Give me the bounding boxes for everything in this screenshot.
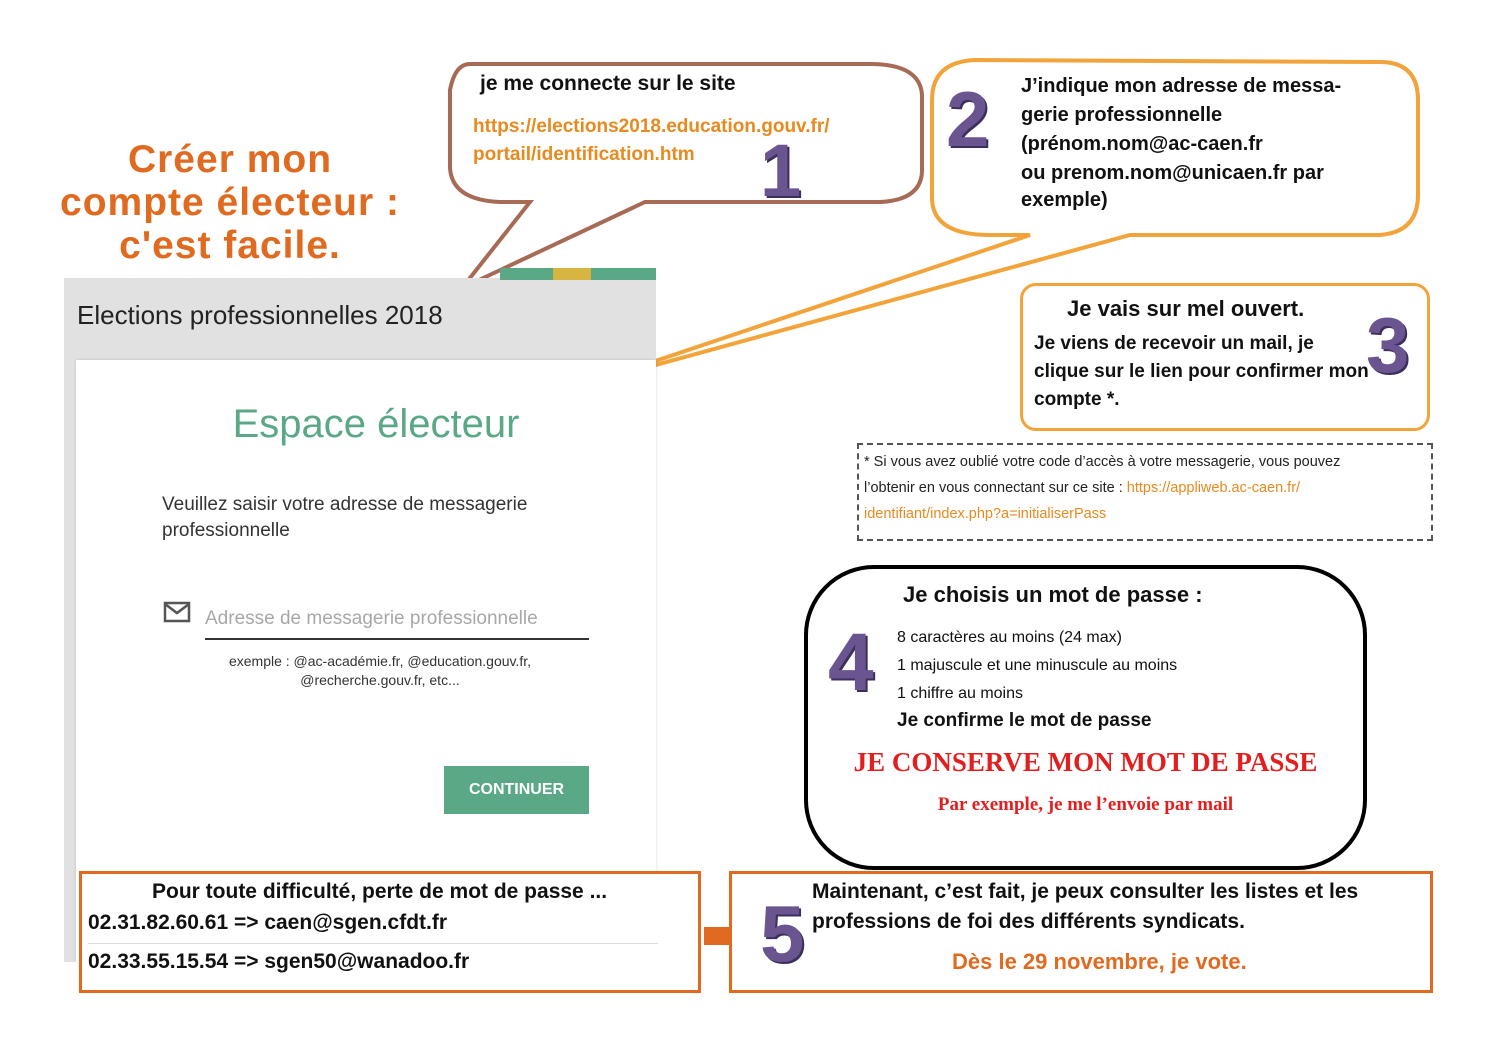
step4-confirm: Je confirme le mot de passe (897, 710, 1152, 731)
step2-line-3: (prénom.nom@ac-caen.fr (1021, 133, 1263, 155)
step1-text: je me connecte sur le site (480, 72, 736, 95)
step2-line-1: J’indique mon adresse de messa- (1021, 75, 1342, 97)
step5-number: 5 (760, 889, 805, 978)
continue-button[interactable]: CONTINUER (444, 766, 589, 814)
email-example-line-1: exemple : @ac-académie.fr, @education.gouv.fr, (228, 653, 532, 669)
step2-text (1021, 72, 1406, 215)
step2-number: 2 (946, 75, 990, 163)
step1-link-line-2[interactable]: portail/identification.htm (473, 144, 695, 165)
screenshot-header: Elections professionnelles 2018 (77, 300, 443, 330)
step3-text: Je viens de recevoir un mail, je clique sur le lien pour confirmer mon compte *. (1034, 333, 1369, 410)
step4-number: 4 (828, 617, 874, 708)
title-line-3: c'est facile. (119, 224, 341, 267)
step3-number: 3 (1366, 301, 1410, 389)
step4-example: Par exemple, je me l’envoie par mail (937, 794, 1234, 815)
step3-title: Je vais sur mel ouvert. (1067, 296, 1305, 321)
step2-line-2: gerie professionnelle (1021, 104, 1223, 126)
rule-item: 1 majuscule et une minuscule au moins (897, 657, 1178, 674)
rule-item: 1 chiffre au moins (897, 685, 1023, 702)
step5-vote: Dès le 29 novembre, je vote. (952, 949, 1247, 974)
email-example (200, 652, 560, 690)
login-heading: Espace électeur (232, 402, 520, 446)
title-line-1: Créer mon (127, 138, 333, 181)
step2-line-5: exemple) (1021, 189, 1108, 211)
contact-line-1: 02.31.82.60.61 => caen@sgen.cfdt.fr (88, 911, 448, 934)
step4-keep-password: JE CONSERVE MON MOT DE PASSE (853, 747, 1318, 777)
note-line-1: * Si vous avez oublié votre code d’accès à votre messagerie, vous pouvez (864, 454, 1341, 470)
contact-divider (88, 943, 658, 944)
mail-icon (163, 600, 191, 624)
note-link-part-2[interactable]: identifiant/index.php?a=initialiserPass (864, 506, 1107, 522)
box-connector (704, 927, 730, 945)
note-link-part-1[interactable]: https://appliweb.ac-caen.fr/ (1126, 480, 1301, 496)
email-field[interactable] (205, 600, 589, 640)
step4-rules (897, 624, 1177, 708)
step5-text: Maintenant, c’est fait, je peux consulter les listes et les professions de foi des différents syndicats. (812, 880, 1359, 933)
rule-item: 8 caractères au moins (24 max) (897, 629, 1122, 646)
contact-title: Pour toute difficulté, perte de mot de passe ... (152, 880, 608, 903)
note-line-2 (864, 475, 1424, 501)
step1-link-line-1[interactable]: https://elections2018.education.gouv.fr/ (473, 116, 830, 137)
email-example-line-2: @recherche.gouv.fr, etc... (300, 672, 460, 688)
screenshot-decor-stripe-yellow (553, 268, 591, 280)
step4-title: Je choisis un mot de passe : (903, 582, 1203, 607)
login-instruction: Veuillez saisir votre adresse de messagerie professionnelle (162, 494, 528, 541)
step2-line-4: ou prenom.nom@unicaen.fr par (1021, 162, 1324, 184)
note-text (864, 449, 1424, 527)
bubble-1-outline (450, 64, 922, 288)
step1-number: 1 (760, 129, 802, 212)
title-line-2: compte électeur : (60, 181, 400, 224)
note-line-2-prefix: l’obtenir en vous connectant sur ce site : (864, 480, 1127, 496)
contact-line-2: 02.33.55.15.54 => sgen50@wanadoo.fr (88, 950, 470, 973)
